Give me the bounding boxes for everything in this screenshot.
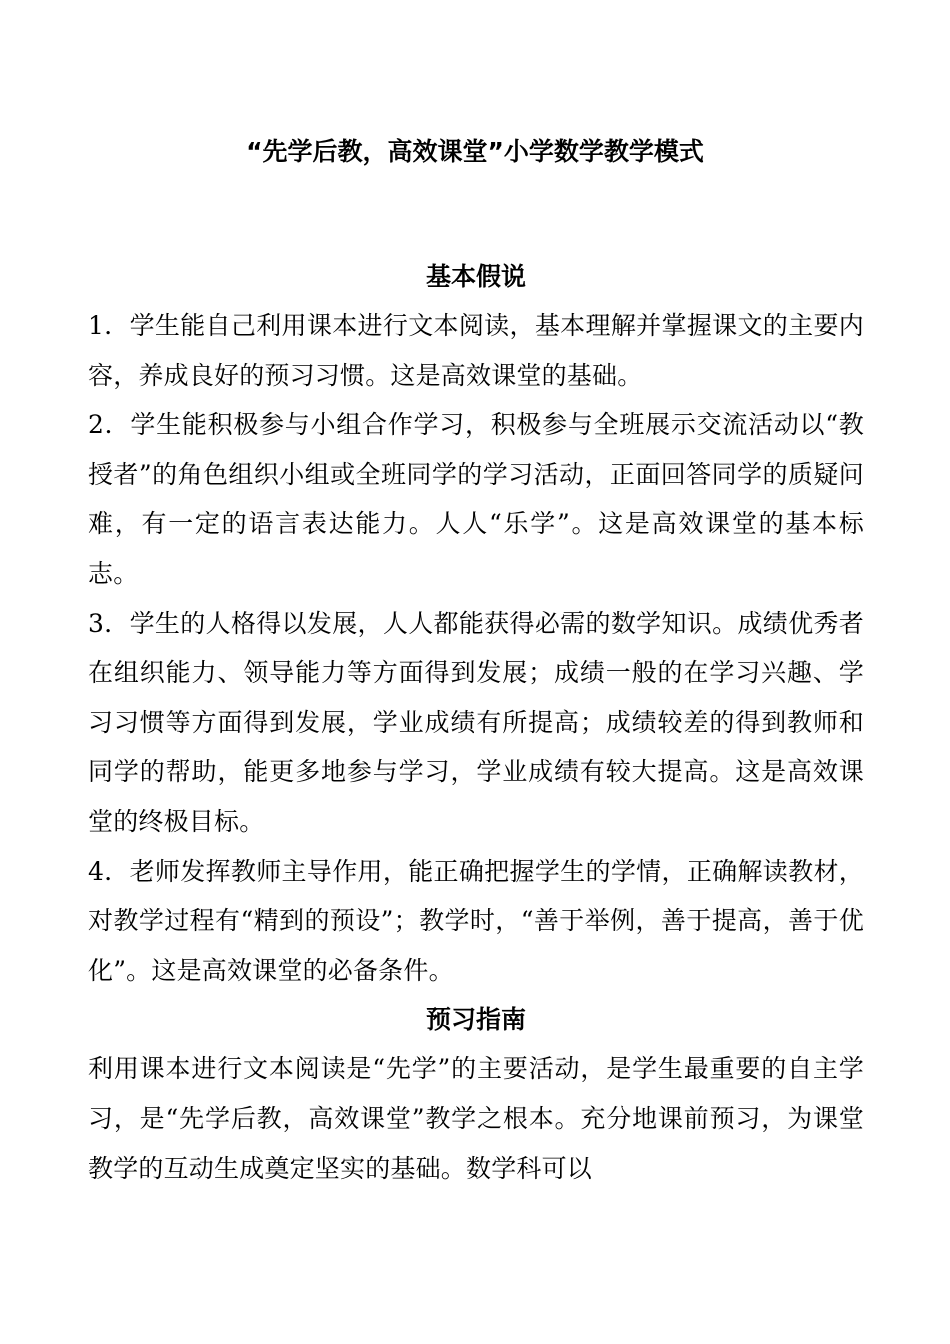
section-heading: 基本假说	[425, 262, 526, 291]
paragraph: 4．老师发挥教师主导作用，能正确把握学生的学情，正确解读教材，对教学过程有“精到的预设”；教学时，“善于举例，善于提高，善于优化”。这是高效课堂的必备条件。	[88, 856, 864, 985]
paragraph: 1．学生能自己利用课本进行文本阅读，基本理解并掌握课文的主要内容，养成良好的预习习惯。这是高效课堂的基础。	[88, 311, 864, 390]
section-basic-hypothesis	[88, 252, 864, 995]
document-title: “先学后教，高效课堂”小学数学教学模式	[246, 137, 704, 166]
section-preview-guide	[88, 995, 864, 1193]
document-body	[88, 252, 864, 1193]
section-heading: 预习指南	[425, 1005, 526, 1035]
paragraph: 2．学生能积极参与小组合作学习，积极参与全班展示交流活动以“教授者”的角色组织小组或全班同学的学习活动，正面回答同学的质疑问难，有一定的语言表达能力。人人“乐学”。这是高效课堂的基本标志。	[88, 410, 864, 588]
paragraph: 利用课本进行文本阅读是“先学”的主要活动，是学生最重要的自主学习，是“先学后教，高效课堂”教学之根本。充分地课前预习，为课堂教学的互动生成奠定坚实的基础。数学科可以	[88, 1054, 864, 1183]
paragraph: 3．学生的人格得以发展，人人都能获得必需的数学知识。成绩优秀者在组织能力、领导能力等方面得到发展；成绩一般的在学习兴趣、学习习惯等方面得到发展，学业成绩有所提高；成绩较差的得到教师和同学的帮助，能更多地参与学习，学业成绩有较大提高。这是高效课堂的终极目标。	[88, 608, 864, 836]
